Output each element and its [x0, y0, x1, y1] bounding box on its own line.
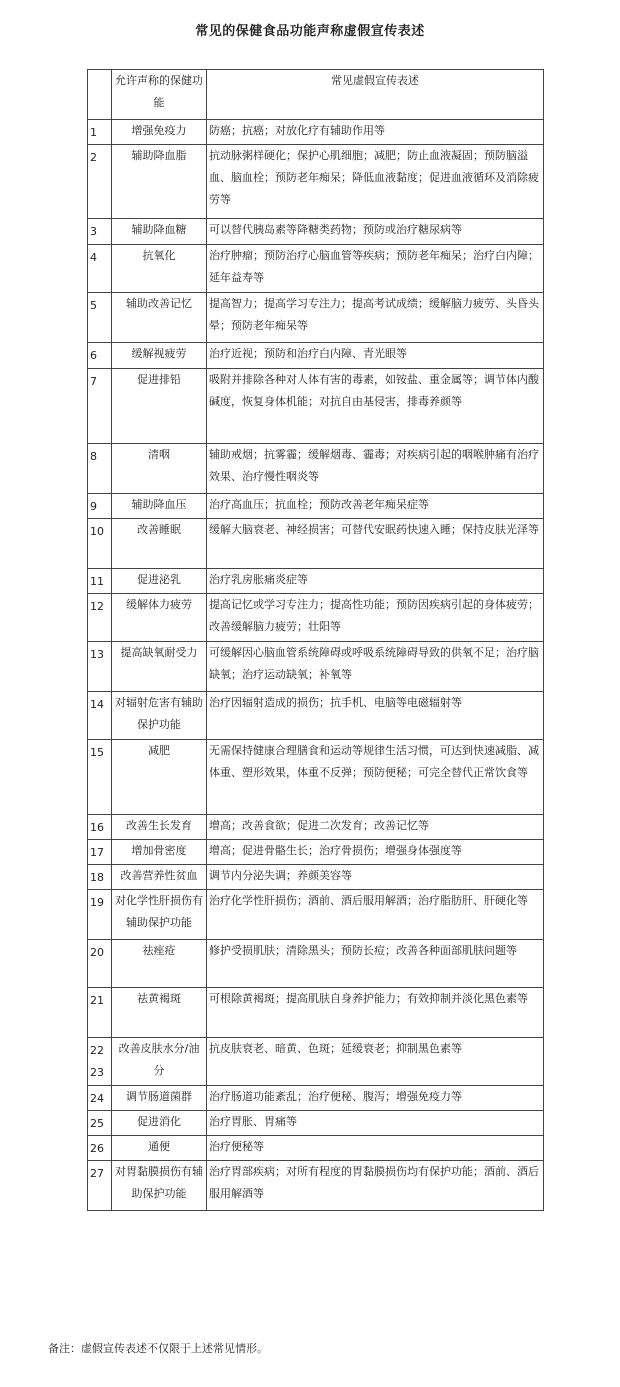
row-function-cell: 祛痤疮 — [112, 940, 207, 988]
row-number-cell — [88, 1161, 112, 1211]
row-number-cell — [88, 219, 112, 245]
row-number: 4 — [90, 251, 97, 264]
row-claims-cell: 治疗近视；预防和治疗白内障、青光眼等 — [207, 343, 544, 369]
row-number-cell — [88, 988, 112, 1038]
row-function-cell: 清咽 — [112, 444, 207, 494]
table-row — [88, 1111, 544, 1136]
row-claims-cell: 治疗乳房胀痛炎症等 — [207, 569, 544, 594]
row-number-cell — [88, 840, 112, 865]
table-row — [88, 692, 544, 740]
table-row — [88, 369, 544, 444]
row-number-cell — [88, 494, 112, 519]
row-number: 17 — [90, 846, 104, 859]
row-number-cell — [88, 1111, 112, 1136]
table-row — [88, 1086, 544, 1111]
row-number-cell — [88, 594, 112, 642]
row-claims-cell: 增高；促进骨骼生长；治疗骨损伤；增强身体强度等 — [207, 840, 544, 865]
row-claims-cell: 吸附并排除各种对人体有害的毒素，如铵盐、重金属等；调节体内酸碱度，恢复身体机能；对抗自由基侵害，排毒养颜等 — [207, 369, 544, 444]
row-function-cell: 通便 — [112, 1136, 207, 1161]
row-number: 11 — [90, 575, 104, 588]
table-row — [88, 840, 544, 865]
row-function-cell: 促进排铅 — [112, 369, 207, 444]
row-number: 24 — [90, 1092, 104, 1105]
table-row — [88, 642, 544, 692]
row-claims-cell: 辅助戒烟；抗雾霾；缓解烟毒、霾毒；对疾病引起的咽喉肿痛有治疗效果、治疗慢性咽炎等 — [207, 444, 544, 494]
footnote: 备注：虚假宣传表述不仅限于上述常见情形。 — [48, 1342, 268, 1355]
header-number-cell — [88, 70, 112, 120]
row-function-cell: 提高缺氧耐受力 — [112, 642, 207, 692]
table-row — [88, 1136, 544, 1161]
row-claims-cell: 可缓解因心脑血管系统障碍或呼吸系统障碍导致的供氧不足；治疗脑缺氧；治疗运动缺氧；补氧等 — [207, 642, 544, 692]
row-number-cell — [88, 519, 112, 569]
row-number-cell — [88, 343, 112, 369]
row-function-cell: 辅助降血糖 — [112, 219, 207, 245]
row-number-cell — [88, 1086, 112, 1111]
table-row — [88, 594, 544, 642]
row-number: 1 — [90, 126, 97, 139]
header-claims-cell: 常见虚假宣传表述 — [207, 70, 544, 120]
row-claims-cell: 可根除黄褐斑；提高肌肤自身养护能力；有效抑制并淡化黑色素等 — [207, 988, 544, 1038]
page-title: 常见的保健食品功能声称虚假宣传表述 — [195, 24, 425, 39]
row-function-cell: 促进消化 — [112, 1111, 207, 1136]
row-number-cell — [88, 293, 112, 343]
row-function-cell: 辅助降血脂 — [112, 145, 207, 219]
row-claims-cell: 治疗胃部疾病；对所有程度的胃黏膜损伤均有保护功能；酒前、酒后服用解酒等 — [207, 1161, 544, 1211]
row-claims-cell: 调节内分泌失调；养颜美容等 — [207, 865, 544, 890]
row-number: 26 — [90, 1142, 104, 1155]
table-row — [88, 245, 544, 293]
row-function-cell: 改善生长发育 — [112, 815, 207, 840]
row-number-cell — [88, 145, 112, 219]
table-row — [88, 815, 544, 840]
table-row — [88, 890, 544, 940]
claims-table — [87, 69, 544, 1211]
row-number: 7 — [90, 375, 97, 388]
row-number: 14 — [90, 698, 104, 711]
row-claims-cell: 无需保持健康合理膳食和运动等规律生活习惯，可达到快速减脂、减体重、塑形效果，体重不反弹；预防便秘；可完全替代正常饮食等 — [207, 740, 544, 815]
row-claims-cell: 缓解大脑衰老、神经损害；可替代安眠药快速入睡；保持皮肤光泽等 — [207, 519, 544, 569]
row-number: 19 — [90, 896, 104, 909]
table-row — [88, 740, 544, 815]
row-number: 22 — [90, 1044, 104, 1057]
table-row — [88, 569, 544, 594]
row-number: 13 — [90, 648, 104, 661]
row-function-cell: 调节肠道菌群 — [112, 1086, 207, 1111]
table-row — [88, 865, 544, 890]
row-number-cell — [88, 692, 112, 740]
row-function-cell: 缓解体力疲劳 — [112, 594, 207, 642]
table-row — [88, 1038, 544, 1086]
row-number-cell — [88, 890, 112, 940]
table-row — [88, 293, 544, 343]
row-number: 9 — [90, 500, 97, 513]
row-number: 27 — [90, 1167, 104, 1180]
row-number-cell — [88, 1038, 112, 1086]
row-claims-cell: 抗动脉粥样硬化；保护心肌细胞；减肥；防止血液凝固；预防脑溢血、脑血栓；预防老年痴呆；降低血液黏度；促进血液循环及消除疲劳等 — [207, 145, 544, 219]
row-claims-cell: 治疗因辐射造成的损伤；抗手机、电脑等电磁辐射等 — [207, 692, 544, 740]
row-function-cell: 减肥 — [112, 740, 207, 815]
row-number-cell — [88, 120, 112, 145]
row-number: 21 — [90, 994, 104, 1007]
row-number: 25 — [90, 1117, 104, 1130]
row-number-cell — [88, 642, 112, 692]
table-row — [88, 343, 544, 369]
row-number: 3 — [90, 225, 97, 238]
row-number: 20 — [90, 946, 104, 959]
table-row — [88, 494, 544, 519]
row-function-cell: 祛黄褐斑 — [112, 988, 207, 1038]
row-claims-cell: 治疗肠道功能紊乱；治疗便秘、腹泻；增强免疫力等 — [207, 1086, 544, 1111]
row-function-cell: 增强免疫力 — [112, 120, 207, 145]
row-number: 5 — [90, 299, 97, 312]
table-row — [88, 940, 544, 988]
row-number: 18 — [90, 871, 104, 884]
row-number: 15 — [90, 746, 104, 759]
row-number: 6 — [90, 349, 97, 362]
row-claims-cell: 提高记忆或学习专注力；提高性功能；预防因疾病引起的身体疲劳；改善缓解脑力疲劳；壮阳等 — [207, 594, 544, 642]
row-function-cell: 对辐射危害有辅助保护功能 — [112, 692, 207, 740]
row-claims-cell: 治疗肿瘤；预防治疗心脑血管等疾病；预防老年痴呆；治疗白内障；延年益寿等 — [207, 245, 544, 293]
row-number: 16 — [90, 821, 104, 834]
row-claims-cell: 增高；改善食欲；促进二次发育；改善记忆等 — [207, 815, 544, 840]
row-number: 2 — [90, 151, 97, 164]
row-number-cell — [88, 369, 112, 444]
row-number: 10 — [90, 525, 104, 538]
row-number-cell — [88, 1136, 112, 1161]
row-number: 12 — [90, 600, 104, 613]
row-claims-cell: 治疗高血压；抗血栓；预防改善老年痴呆症等 — [207, 494, 544, 519]
table-row — [88, 988, 544, 1038]
table-header-row — [88, 70, 544, 120]
row-claims-cell: 可以替代胰岛素等降糖类药物；预防或治疗糖尿病等 — [207, 219, 544, 245]
row-number-cell — [88, 815, 112, 840]
table-row — [88, 120, 544, 145]
row-function-cell: 增加骨密度 — [112, 840, 207, 865]
row-claims-cell: 防癌；抗癌；对放化疗有辅助作用等 — [207, 120, 544, 145]
row-number-cell — [88, 444, 112, 494]
row-number-cell — [88, 740, 112, 815]
row-number-secondary: 23 — [90, 1066, 104, 1079]
row-function-cell: 促进泌乳 — [112, 569, 207, 594]
row-claims-cell: 治疗化学性肝损伤；酒前、酒后服用解酒；治疗脂肪肝、肝硬化等 — [207, 890, 544, 940]
row-function-cell: 对化学性肝损伤有辅助保护功能 — [112, 890, 207, 940]
row-number-cell — [88, 940, 112, 988]
row-claims-cell: 治疗便秘等 — [207, 1136, 544, 1161]
row-function-cell: 改善睡眠 — [112, 519, 207, 569]
row-claims-cell: 抗皮肤衰老、暗黄、色斑；延缓衰老；抑制黑色素等 — [207, 1038, 544, 1086]
row-number-cell — [88, 245, 112, 293]
table-row — [88, 219, 544, 245]
header-function-cell: 允许声称的保健功能 — [112, 70, 207, 120]
row-number: 8 — [90, 450, 97, 463]
table-row — [88, 1161, 544, 1211]
table-row — [88, 444, 544, 494]
row-function-cell: 改善皮肤水分/油分 — [112, 1038, 207, 1086]
row-number-cell — [88, 865, 112, 890]
row-function-cell: 改善营养性贫血 — [112, 865, 207, 890]
table-row — [88, 145, 544, 219]
row-function-cell: 缓解视疲劳 — [112, 343, 207, 369]
row-function-cell: 辅助改善记忆 — [112, 293, 207, 343]
table-row — [88, 519, 544, 569]
row-claims-cell: 修护受损肌肤；清除黑头；预防长痘；改善各种面部肌肤问题等 — [207, 940, 544, 988]
row-function-cell: 辅助降血压 — [112, 494, 207, 519]
row-claims-cell: 提高智力；提高学习专注力；提高考试成绩；缓解脑力疲劳、头昏头晕；预防老年痴呆等 — [207, 293, 544, 343]
row-function-cell: 对胃黏膜损伤有辅助保护功能 — [112, 1161, 207, 1211]
row-number-cell — [88, 569, 112, 594]
row-claims-cell: 治疗胃胀、胃痛等 — [207, 1111, 544, 1136]
row-function-cell: 抗氧化 — [112, 245, 207, 293]
